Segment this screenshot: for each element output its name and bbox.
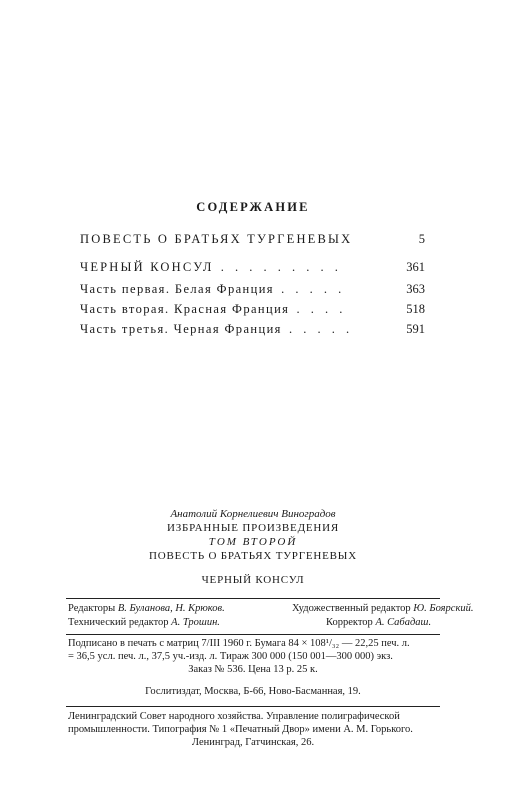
toc-entry xyxy=(80,322,425,337)
proofreader-label: Корректор xyxy=(326,617,373,628)
toc-entry xyxy=(80,282,425,297)
art-editor-name: Ю. Боярский. xyxy=(413,603,474,614)
author-name: Анатолий Корнелиевич Виноградов xyxy=(170,508,336,520)
toc-entry-page: 5 xyxy=(415,232,425,247)
volume-heading: ТОМ ВТОРОЙ xyxy=(208,536,298,548)
art-editor-label: Художественный редактор xyxy=(292,603,411,614)
toc-entry-text: Часть первая. Белая Франция xyxy=(80,282,274,296)
toc-entry xyxy=(80,232,425,247)
toc-entry-dots: . . . . xyxy=(296,302,347,316)
proofreader-name: А. Сабадаш. xyxy=(375,617,432,628)
printer-line: Ленинград, Гатчинская, 26. xyxy=(191,737,315,748)
tech-editor-name: А. Трошин. xyxy=(171,617,220,628)
editors-line xyxy=(68,603,225,614)
print-info-line: = 36,5 усл. печ. л., 37,5 уч.-изд. л. Тираж 300 000 (150 001—300 000) экз. xyxy=(68,651,393,662)
work-title: ПОВЕСТЬ О БРАТЬЯХ ТУРГЕНЕВЫХ xyxy=(149,550,357,562)
proofreader-line xyxy=(326,617,431,628)
toc-entry-page: 361 xyxy=(402,260,425,275)
tech-editor-label: Технический редактор xyxy=(68,617,169,628)
toc-entry-page: 363 xyxy=(402,282,425,297)
toc-entry-text: Часть третья. Черная Франция xyxy=(80,322,282,336)
toc-entry-page: 591 xyxy=(402,322,425,337)
print-info-line: Подписано в печать с матриц 7/III 1960 г. Бумага 84 × 108¹/₃₂ — 22,25 печ. л. xyxy=(68,638,410,649)
print-info-line: Заказ № 536. Цена 13 р. 25 к. xyxy=(188,664,318,675)
toc-entry-text: ПОВЕСТЬ О БРАТЬЯХ ТУРГЕНЕВЫХ xyxy=(80,232,353,246)
toc-entry xyxy=(80,302,425,317)
imprint-divider xyxy=(66,706,440,707)
tech-editor-line xyxy=(68,617,220,628)
toc-entry-dots: . . . . . . . . . xyxy=(220,260,342,274)
selected-works-heading: ИЗБРАННЫЕ ПРОИЗВЕДЕНИЯ xyxy=(166,522,340,534)
editors-names: В. Буланова, Н. Крюков. xyxy=(117,603,225,614)
toc-entry-page: 518 xyxy=(402,302,425,317)
publisher-line: Гослитиздат, Москва, Б-66, Ново-Басманная, 19. xyxy=(145,686,361,697)
editors-label: Редакторы xyxy=(68,603,116,614)
toc-entry-dots: . . . . . xyxy=(281,282,346,296)
work-title: ЧЕРНЫЙ КОНСУЛ xyxy=(201,574,305,586)
toc-entry-text: ЧЕРНЫЙ КОНСУЛ xyxy=(80,260,214,274)
toc-entry-text: Часть вторая. Красная Франция xyxy=(80,302,290,316)
toc-title: СОДЕРЖАНИЕ xyxy=(196,200,310,214)
printer-line: промышленности. Типография № 1 «Печатный Двор» имени А. М. Горького. xyxy=(68,724,413,735)
toc-entry-dots: . . . . . xyxy=(288,322,354,336)
imprint-divider xyxy=(66,634,440,635)
toc-entry xyxy=(80,260,425,275)
printer-line: Ленинградский Совет народного хозяйства. Управление полиграфической xyxy=(68,711,400,722)
art-editor-line xyxy=(292,603,474,614)
imprint-divider xyxy=(66,598,440,599)
